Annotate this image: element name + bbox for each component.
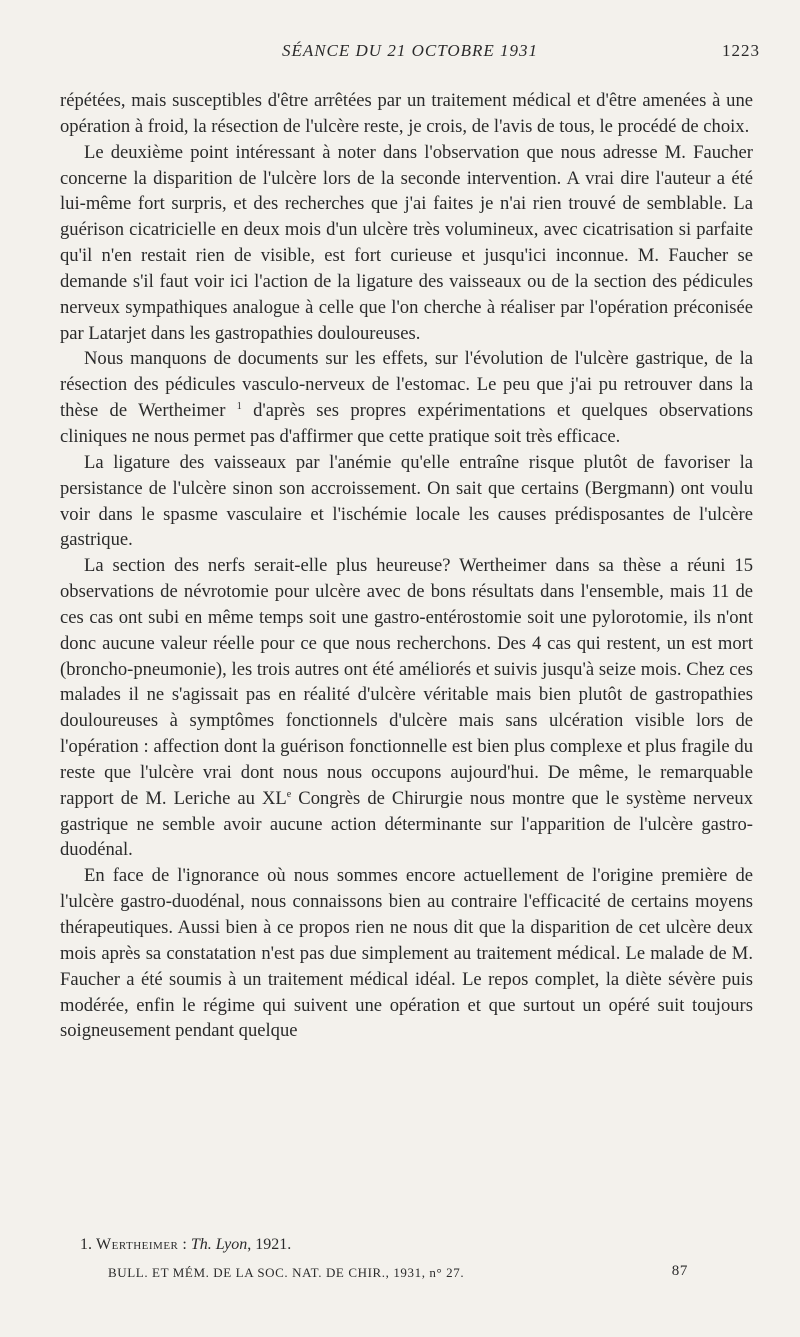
journal-citation: BULL. ET MÉM. DE LA SOC. NAT. DE CHIR., 1931, n° 27. [108, 1265, 465, 1280]
footnote [80, 1234, 760, 1256]
footnote-author: Wertheimer [96, 1236, 179, 1253]
paragraph-2: Le deuxième point intéressant à noter dans l'observation que nous adresse M. Faucher concerne la disparition de l'ulcère lors de la seconde intervention. A vrai dire l'auteur a été lui-même fort surpris, et des recherches que j'ai faites je n'ai rien trouvé de semblable. La guérison cicatricielle en deux mois d'un ulcère très volumineux, avec cicatrisation si parfaite qu'il n'en restait rien de visible, est fort curieuse et jusqu'ici inconnue. M. Faucher se demande s'il faut voir ici l'action de la ligature des vaisseaux ou de la section des pédicules nerveux sympathiques analogue à celle que l'on cherche à réaliser par l'opération préconisée par Latarjet dans les gastropathies douloureuses. [60, 141, 753, 344]
signature-mark: 87 [671, 1263, 688, 1279]
page-footer [108, 1265, 688, 1281]
paragraph-3-part-1: Nous manquons de documents sur les effets, sur l'évolution de l'ulcère gastrique, de la résection des pédicules vasculo-nerveux de l'estomac. Le peu que j'ai pu retrouver dans la thèse de Wertheimer [60, 348, 753, 422]
paragraph-5-part-1: La section des nerfs serait-elle plus heureuse? Wertheimer dans sa thèse a réuni 15 observations de névrotomie pour ulcère avec de bons résultats dans l'ensemble, mais 11 de ces cas ont subi en même temps soit une gastro-entérostomie soit une pylorotomie, ils n'ont donc aucune valeur réelle pour ce que nous recherchons. Des 4 cas qui restent, un est mort (broncho-pneumonie), les trois autres ont été améliorés et suivis jusqu'à seize mois. Chez ces malades il ne s'agissait pas en réalité d'ulcère véritable mais bien plutôt de gastropathies douloureuses à symptômes fonctionnels d'ulcère mais sans ulcération visible lors de l'opération : affection dont la guérison fonctionnelle est bien plus complexe et plus fragile du reste que l'ulcère vrai dont nous nous occupons aujourd'hui. De même, le remarquable rapport de M. Leriche au XL [60, 555, 753, 809]
footnote-year: , 1921. [247, 1236, 292, 1253]
paragraph-6: En face de l'ignorance où nous sommes encore actuellement de l'origine première de l'ulcère gastro-duodénal, nous connaissons bien au contraire l'efficacité de certains moyens thérapeutiques. Aussi bien à ce propos rien ne nous dit que la disparition de cet ulcère deux mois après sa constatation n'est pas due simplement au traitement médical. Le malade de M. Faucher a été soumis à un traitement médical idéal. Le repos complet, la diète sévère puis modérée, enfin le régime qui suivent une opération et que surtout un opéré suit toujours soigneusement pendant quelque [60, 865, 753, 1042]
congress-ordinal: e [286, 788, 292, 800]
footnote-marker: 1 [236, 400, 242, 412]
footnote-separator: : [182, 1236, 187, 1253]
footnote-number: 1. [80, 1236, 92, 1253]
page-number: 1223 [722, 41, 760, 60]
footnote-title: Th. Lyon [190, 1236, 248, 1253]
paragraph-5 [60, 553, 753, 863]
paragraph-5-part-2: Congrès de Chirurgie nous montre que le système nerveux gastrique ne semble avoir aucune action déterminante sur l'apparition de l'ulcère gastro-duodénal. [60, 787, 753, 861]
page-header [60, 41, 760, 63]
running-head: SÉANCE DU 21 OCTOBRE 1931 [281, 41, 539, 60]
paragraph-4: La ligature des vaisseaux par l'anémie qu'elle entraîne risque plutôt de favoriser la persistance de l'ulcère sinon son accroissement. On sait que certains (Bergmann) ont voulu voir dans le spasme vasculaire et l'ischémie locale les causes prédisposantes de l'ulcère gastrique. [60, 451, 753, 551]
paragraph-1: répétées, mais susceptibles d'être arrêtées par un traitement médical et d'être amenées à une opération à froid, la résection de l'ulcère reste, je crois, de l'avis de tous, le procédé de choix. [60, 90, 753, 137]
paragraph-3-part-2: d'après ses propres expérimentations et quelques observations cliniques ne nous permet pas d'affirmer que cette pratique soit très efficace. [60, 400, 753, 447]
paragraph-3 [60, 346, 753, 449]
body-text [60, 88, 753, 1044]
